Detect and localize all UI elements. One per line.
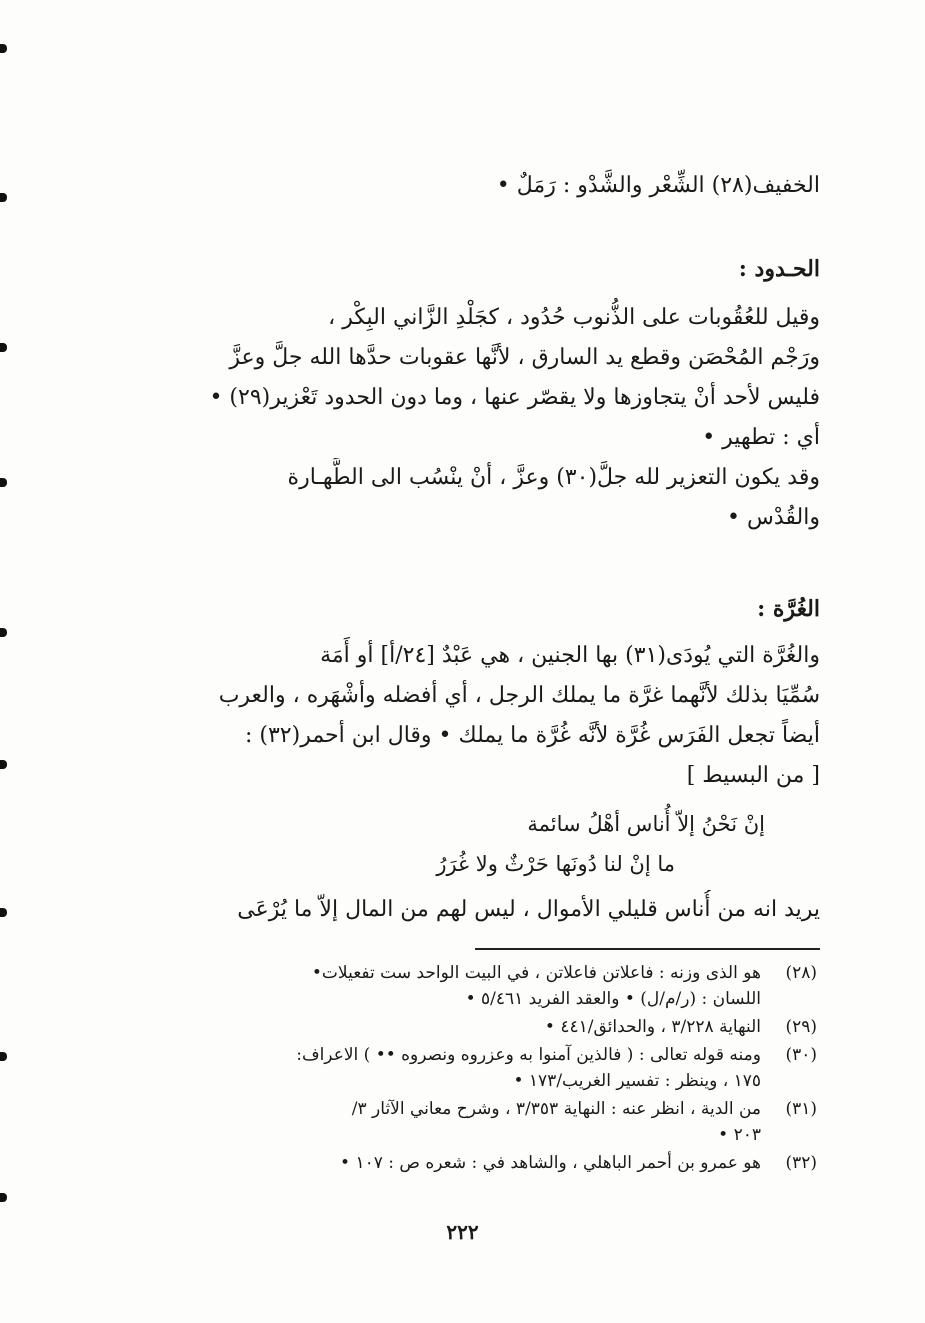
footnote-32 (157, 1150, 817, 1176)
margin-mark (0, 908, 7, 917)
footnote-line: ١٧٥ ، وينظر : تفسير الغريب/١٧٣ • (513, 1071, 761, 1091)
body-line: والغُرَّة التي يُودَى(٣١) بها الجنين ، هي عَبْدٌ [٢٤/أ] أو أَمَة (320, 643, 820, 668)
margin-mark (0, 1052, 7, 1061)
intro-line: الخفيف(٢٨) الشِّعْر والشَّدْو : رَمَلٌ • (496, 173, 820, 198)
after-verse-paragraph (160, 890, 820, 930)
footnote-line: هو عمرو بن أحمر الباهلي ، والشاهد في : شعره ص : ١٠٧ • (340, 1153, 761, 1173)
body-line: أي : تطهير • (702, 425, 820, 450)
footnote-separator (475, 948, 820, 950)
verse-first-hemistich: إنْ نَحْنُ إلاّ أُناس أهْلُ سائمة (527, 812, 765, 836)
section-body-ghurra (160, 636, 820, 796)
body-line: ورَجْم المُحْصَن وقطع يد السارق ، لأنَّها عقوبات حدَّها الله جلَّ وعزَّ (229, 345, 820, 370)
page-number: ٢٢٢ (446, 1220, 479, 1244)
margin-mark (0, 478, 7, 487)
footnote-31 (157, 1096, 817, 1148)
body-line: يريد انه من أُناس قليلي الأموال ، ليس لهم من المال إلاّ ما يُرْعَى (237, 897, 820, 922)
footnote-line: النهاية ٣/٢٢٨ ، والحدائق/٤٤١ • (544, 1017, 761, 1037)
body-line: سُمِّيَا بذلك لأنَّهما غرَّة ما يملك الرجل ، أي أفضله وأشْهَره ، والعرب (218, 683, 820, 708)
margin-mark (0, 628, 7, 637)
margin-mark (0, 193, 7, 202)
footnote-29 (157, 1014, 817, 1040)
margin-mark (0, 1193, 7, 1202)
footnote-30 (157, 1042, 817, 1094)
section-heading-hudud: الحـدود : (738, 256, 820, 282)
verse-second-hemistich: ما إنْ لنا دُونَها حَرْثٌ ولا غُرَرُ (436, 852, 675, 876)
meter-label: [ من البسيط ] (686, 763, 820, 788)
margin-mark (0, 44, 7, 53)
footnote-text (157, 1096, 761, 1148)
footnote-line: ومنه قوله تعالى : ( فالذين آمنوا به وعزروه ونصروه •• ) الاعراف: (296, 1045, 761, 1065)
margin-mark (0, 760, 7, 769)
footnote-text (157, 960, 761, 1012)
footnote-number: (٣٢) (785, 1153, 817, 1173)
footnote-line: اللسان : (ر/م/ل) • والعقد الفريد ٥/٤٦١ • (465, 989, 761, 1009)
body-line: وقد يكون التعزير لله جلَّ(٣٠) وعزَّ ، أنْ ينْسُب الى الطَّهـارة (287, 465, 820, 490)
footnote-text (157, 1042, 761, 1094)
footnote-line: ٢٠٣ • (718, 1125, 761, 1145)
section-heading-ghurra: الغُرَّة : (757, 596, 820, 622)
footnote-28 (157, 960, 817, 1012)
footnote-number: (٣١) (785, 1099, 817, 1119)
body-line: والقُدْس • (727, 505, 820, 530)
footnote-line: من الدية ، انظر عنه : النهاية ٣/٣٥٣ ، وشرح معاني الآثار ٣/ (351, 1099, 761, 1119)
footnote-number: (٣٠) (785, 1045, 817, 1065)
footnote-number: (٢٩) (785, 1017, 817, 1037)
footnote-number: (٢٨) (785, 963, 817, 983)
intro-paragraph (160, 166, 820, 206)
body-line: أيضاً تجعل الفَرَس غُرَّة لأنَّه غُرَّة ما يملك • وقال ابن أحمر(٣٢) : (244, 723, 820, 748)
footnote-text (157, 1150, 761, 1176)
section-body-hudud (160, 298, 820, 538)
footnote-line: هو الذى وزنه : فاعلاتن فاعلاتن ، في البيت الواحد ست تفعيلات• (311, 963, 761, 983)
body-line: وقيل للعُقُوبات على الذُّنوب حُدُود ، كجَلْدِ الزَّاني البِكْر ، (328, 305, 820, 330)
footnote-text (157, 1014, 761, 1040)
margin-mark (0, 343, 7, 352)
footnotes (157, 960, 817, 1178)
body-line: فليس لأحد أنْ يتجاوزها ولا يقصّر عنها ، وما دون الحدود تَعْزير(٢٩) • (209, 385, 820, 410)
